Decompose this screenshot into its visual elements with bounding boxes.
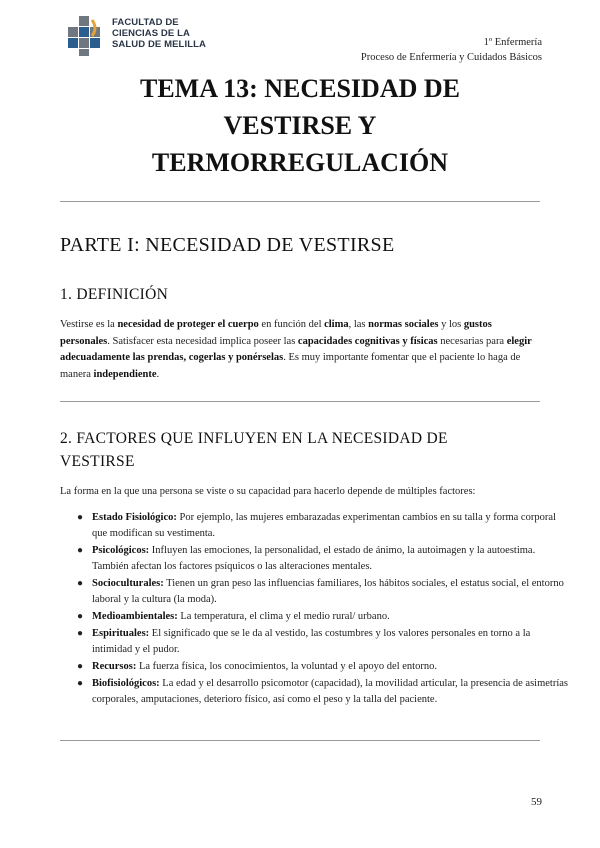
factor-term: Socioculturales:	[92, 578, 164, 589]
factor-description: El significado que se le da al vestido, las costumbres y los valores personales en torno a la intimidad y el pudor.	[92, 628, 531, 655]
header-course-info	[361, 35, 542, 65]
bullet-icon: ●	[77, 545, 84, 556]
bullet-icon: ●	[77, 678, 84, 689]
factor-item	[77, 676, 572, 708]
part-heading: PARTE I: NECESIDAD DE VESTIRSE	[60, 234, 395, 256]
text-run: . Es muy importante fomentar que el paciente lo haga de manera	[60, 352, 521, 380]
bold-term: elegir adecuadamente las prendas, cogerlas y ponérselas	[60, 335, 532, 363]
factor-term: Psicológicos:	[92, 545, 150, 556]
factor-term: Biofisiológicos:	[92, 678, 160, 689]
faculty-emblem-icon	[68, 16, 104, 56]
factor-description: Por ejemplo, las mujeres embarazadas experimentan cambios en su talla y forma corporal que modifican su vestimenta.	[92, 512, 556, 539]
bold-term: necesidad de proteger el cuerpo	[117, 319, 259, 330]
section-heading-definition: 1. DEFINICIÓN	[60, 286, 169, 303]
text-run: necesarias para	[437, 335, 507, 347]
logo-line: FACULTAD DE	[112, 17, 179, 28]
bold-term: gustos personales	[60, 319, 492, 347]
factor-description: La fuerza física, los conocimientos, la voluntad y el apoyo del entorno.	[136, 661, 437, 672]
text-run: , las	[348, 319, 369, 330]
factors-intro: La forma en la que una persona se viste o su capacidad para hacerlo depende de múltiples factores:	[60, 486, 476, 497]
heading-line: 2. FACTORES QUE INFLUYEN EN LA NECESIDAD DE	[60, 430, 448, 447]
heading-line: VESTIRSE	[60, 453, 135, 470]
subject-label: Proceso de Enfermería y Cuidados Básicos	[360, 52, 542, 63]
title-line: TEMA 13: NECESIDAD DE	[140, 74, 460, 103]
divider	[60, 201, 540, 202]
title-line: TERMORREGULACIÓN	[151, 148, 449, 177]
title-line: VESTIRSE Y	[223, 111, 377, 140]
bold-term: normas sociales	[368, 319, 439, 330]
definition-paragraph	[60, 317, 540, 383]
text-run: y los	[438, 319, 464, 330]
factor-term: Espirituales:	[92, 628, 150, 639]
logo-text	[112, 17, 206, 50]
bullet-icon: ●	[77, 512, 84, 523]
factor-description: Tienen un gran peso las influencias familiares, los hábitos sociales, el estatus social, el entorno laboral y la cultura (la moda).	[92, 578, 564, 605]
factor-item	[77, 659, 572, 675]
logo-line: CIENCIAS DE LA	[112, 28, 190, 39]
factor-item	[77, 543, 572, 575]
text-run: en función del	[258, 319, 325, 330]
factors-list	[60, 510, 572, 709]
factor-term: Medioambientales:	[92, 611, 178, 622]
bullet-icon: ●	[77, 611, 84, 622]
text-run: . Satisfacer esta necesidad implica poseer las	[107, 335, 298, 347]
factor-term: Recursos:	[92, 661, 137, 672]
divider	[60, 740, 540, 741]
page-number: 59	[531, 796, 542, 808]
document-title	[60, 70, 540, 181]
text-run: .	[156, 368, 160, 380]
factor-item	[77, 510, 572, 542]
bold-term: clima	[324, 319, 349, 330]
divider	[60, 401, 540, 402]
text-run: Vestirse es la	[60, 319, 118, 330]
factor-description: La temperatura, el clima y el medio rural/ urbano.	[177, 611, 390, 622]
factor-description: La edad y el desarrollo psicomotor (capacidad), la movilidad articular, la presencia de asimetrías corporales, amputaciones, deterioro físico, así como el peso y la talla del paciente.	[92, 678, 568, 705]
factor-term: Estado Fisiológico:	[92, 512, 177, 523]
faculty-logo	[68, 16, 206, 56]
factor-item	[77, 609, 572, 625]
factor-item	[77, 626, 572, 658]
course-label: 1º Enfermería	[483, 37, 542, 48]
bold-term: independiente	[93, 368, 157, 380]
section-heading-factors	[60, 427, 448, 473]
bullet-icon: ●	[77, 661, 84, 672]
logo-line: SALUD DE MELILLA	[112, 39, 206, 50]
bullet-icon: ●	[77, 578, 84, 589]
bullet-icon: ●	[77, 628, 84, 639]
bold-term: capacidades cognitivas y físicas	[297, 335, 438, 347]
factor-item	[77, 576, 572, 608]
factor-description: Influyen las emociones, la personalidad, el estado de ánimo, la autoimagen y la autoestima. También afectan los factores psíquicos o las alteraciones mentales.	[92, 545, 536, 572]
